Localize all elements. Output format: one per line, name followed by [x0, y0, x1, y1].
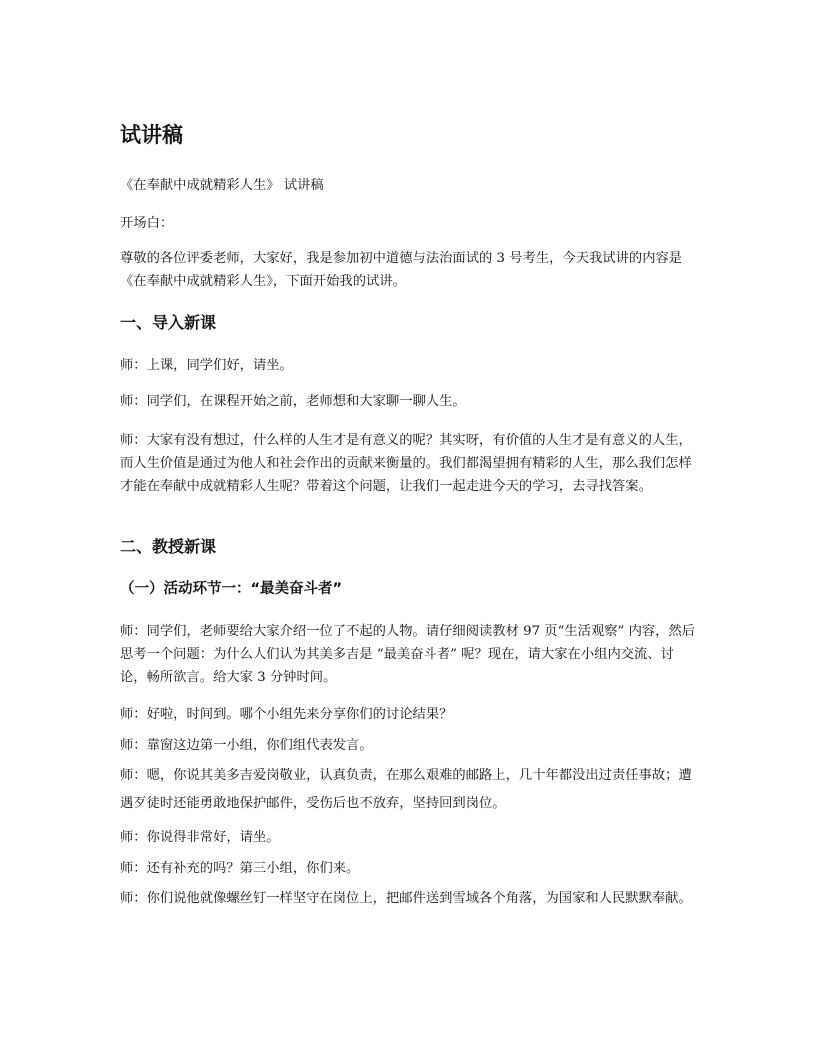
teaching-paragraph-5: 师：你说得非常好，请坐。	[120, 830, 280, 845]
teaching-paragraph-2: 师：好啦，时间到。哪个小组先来分享你们的讨论结果？	[120, 707, 453, 722]
section-heading-teaching: 二、教授新课	[120, 537, 217, 556]
teaching-paragraph-1: 师：同学们，老师要给大家介绍一位了不起的人物。请仔细阅读教材 97 页“生活观察” 内容，然后思考一个问题：为什么人们认为其美多吉是 “最美奋斗者” 呢？现在，请大家在小组内交流、讨论，畅所欲言。给大家 3 分钟时间。	[120, 624, 696, 685]
teaching-paragraph-6: 师：还有补充的吗？第三小组，你们来。	[120, 861, 360, 876]
opening-paragraph: 尊敬的各位评委老师，大家好，我是参加初中道德与法治面试的 3 号考生，今天我试讲的内容是《在奉献中成就精彩人生》，下面开始我的试讲。	[120, 251, 683, 289]
opening-label: 开场白：	[120, 216, 174, 231]
teaching-paragraph-7: 师：你们说他就像螺丝钉一样坚守在岗位上，把邮件送到雪域各个角落，为国家和人民默默奉献。	[120, 891, 692, 906]
intro-paragraph-2: 师：同学们，在课程开始之前，老师想和大家聊一聊人生。	[120, 394, 466, 409]
teaching-paragraph-3: 师：靠窗这边第一小组，你们组代表发言。	[120, 738, 373, 753]
intro-paragraph-3: 师：大家有没有想过，什么样的人生才是有意义的呢？其实呀，有价值的人生才是有意义的人生，而人生价值是通过为他人和社会作出的贡献来衡量的。我们都渴望拥有精彩的人生，那么我们怎样才能在奉献中成就精彩人生呢？带着这个问题，让我们一起走进今天的学习，去寻找答案。	[120, 433, 692, 494]
teaching-paragraph-4: 师：嗯，你说其美多吉爱岗敬业，认真负责，在那么艰难的邮路上，几十年都没出过责任事故；遭遇歹徒时还能勇敢地保护邮件，受伤后也不放弃，坚持回到岗位。	[120, 768, 692, 811]
document-title: 试讲稿	[120, 123, 183, 147]
document-subtitle: 《在奉献中成就精彩人生》 试讲稿	[120, 178, 324, 193]
section-heading-intro: 一、导入新课	[120, 313, 217, 332]
intro-paragraph-1: 师：上课，同学们好，请坐。	[120, 358, 293, 373]
activity-heading: （一）活动环节一：“最美奋斗者”	[120, 581, 343, 597]
